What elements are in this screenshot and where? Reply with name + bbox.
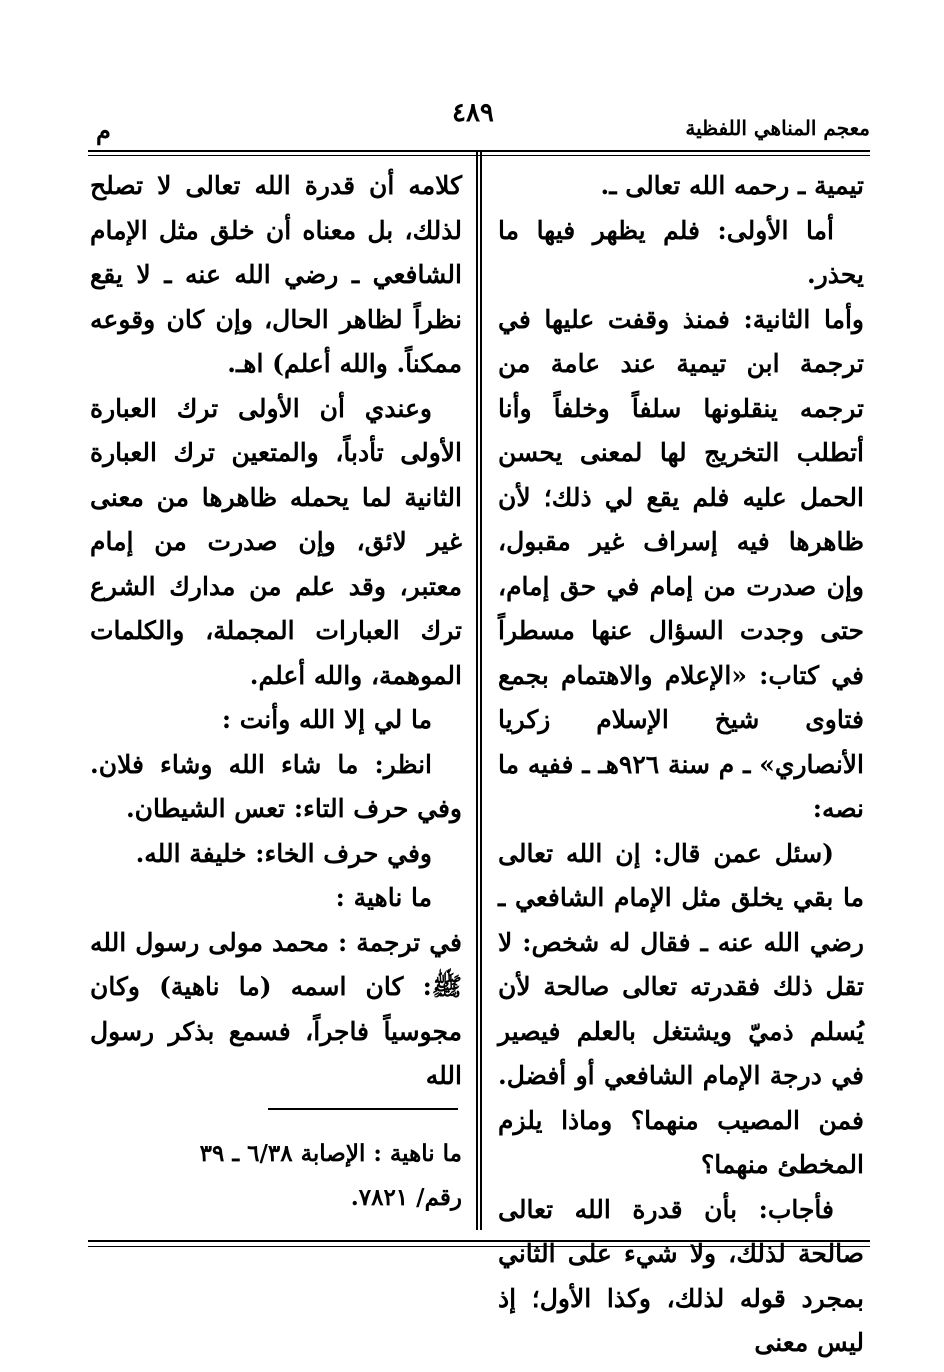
- footnote-rule: [268, 1108, 458, 1110]
- footnote-line: ما ناهية : الإصابة ٦/٣٨ ـ ٣٩: [199, 1140, 462, 1167]
- footer-rule: [88, 1240, 870, 1242]
- footer-rule-thin: [88, 1246, 870, 1247]
- quoted-fatwa-answer: فأجاب: بأن قدرة الله تعالى صالحة لذلك، ولا شيء على الثاني بمجرد قوله لذلك، وكذا الأول؛ إذ ليس معنى: [498, 1194, 864, 1357]
- running-header-title: معجم المناهي اللفظية: [685, 116, 870, 140]
- paragraph: في ترجمة : محمد مولى رسول الله ﷺ: كان اسمه (ما ناهية) وكان مجوسياً فاجراً، فسمع بذكر رسول الله: [90, 927, 462, 1090]
- paragraph: انظر: ما شاء الله وشاء فلان. وفي حرف التاء: تعس الشيطان.: [90, 749, 462, 823]
- footnote: [90, 1132, 462, 1220]
- paragraph: كلامه أن قدرة الله تعالى لا تصلح لذلك، بل معناه أن خلق مثل الإمام الشافعي ـ رضي الله عنه ـ لا يقع نظراً لظاهر الحال، وإن كان وقوعه ممكناً. والله أعلم) اهـ.: [90, 171, 462, 378]
- column-divider: [476, 152, 482, 1230]
- footnote-line: رقم/ ٧٨٢١.: [350, 1184, 462, 1211]
- paragraph: وفي حرف الخاء: خليفة الله.: [135, 838, 432, 868]
- page-number: ٤٨٩: [452, 98, 494, 128]
- letter-marker: م: [96, 116, 111, 145]
- left-column: [90, 164, 462, 1099]
- quoted-fatwa-question: (سئل عمن قال: إن الله تعالى ما بقي يخلق مثل الإمام الشافعي ـ رضي الله عنه ـ فقال له شخص: لا تقل ذلك فقدرته تعالى صالحة لأن يُسلم ذميّ ويشتغل بالعلم فيصير في درجة الإمام الشافعي أو أفضل. فمن المصيب منهما؟ وماذا يلزم المخطئ منهما؟: [498, 838, 864, 1179]
- right-column: [498, 164, 864, 1366]
- paragraph: وأما الثانية: فمنذ وقفت عليها في ترجمة ابن تيمية عند عامة من ترجمه ينقلونها سلفاً وخلفاً وأنا أتطلب التخريج لها لمعنى يحسن الحمل عليه فلم يقع لي ذلك؛ لأن ظاهرها فيه إسراف غير مقبول، وإن صدرت من إمام في حق إمام، حتى وجدت السؤال عنها مسطراً في كتاب: «الإعلام والاهتمام بجمع فتاوى شيخ الإسلام زكريا الأنصاري» ـ م سنة ٩٢٦هـ ـ ففيه ما نصه:: [498, 304, 864, 823]
- paragraph: وعندي أن الأولى ترك العبارة الأولى تأدباً، والمتعين ترك العبارة الثانية لما يحمله ظاهرها من معنى غير لائق، وإن صدرت من إمام معتبر، وقد علم من مدارك الشرع ترك العبارات المجملة، والكلمات الموهمة، والله أعلم.: [90, 393, 462, 690]
- entry-heading: ما ناهية :: [335, 883, 432, 912]
- entry-heading: ما لي إلا الله وأنت :: [221, 705, 432, 734]
- paragraph: تيمية ـ رحمه الله تعالى ـ.: [600, 171, 864, 200]
- paragraph: أما الأولى: فلم يظهر فيها ما يحذر.: [498, 215, 864, 289]
